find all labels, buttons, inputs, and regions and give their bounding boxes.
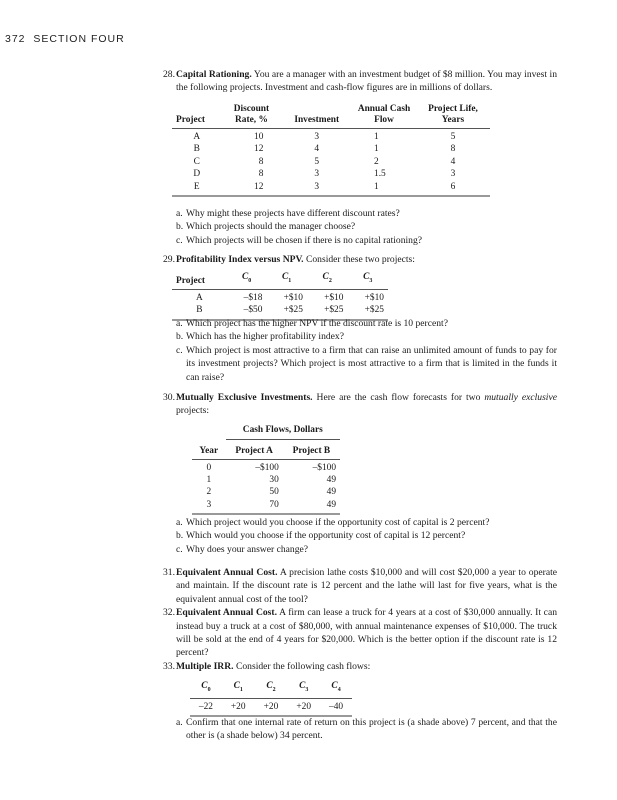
problem-28-parts [163, 207, 557, 247]
table-cell: A [193, 132, 201, 142]
table-cell: 8 [450, 144, 456, 155]
col-header [287, 681, 320, 698]
col-header: Project [172, 104, 221, 129]
table-cell: 49 [326, 474, 336, 485]
sub-question-text: Which project has the higher NPV if the discount rate is 10 percent? [186, 318, 448, 329]
problem-31-33 [163, 566, 557, 673]
period-subscript: 3 [369, 277, 373, 284]
sub-question-text: Which would you choose if the opportunity cost of capital is 12 percent? [186, 530, 466, 542]
sub-question-text: Which has the higher profitability index? [186, 331, 344, 343]
table-cell: D [193, 169, 201, 180]
col-header [190, 681, 222, 698]
col-header [222, 681, 255, 698]
table-cell: 8 [258, 169, 264, 180]
table-cell: C [193, 156, 200, 167]
sub-question-label: c. [176, 234, 183, 246]
sub-question [176, 516, 557, 529]
table-row [192, 459, 340, 474]
running-header [5, 33, 125, 46]
sub-question-label: a. [176, 517, 183, 528]
sub-question-label: b. [176, 221, 184, 233]
problem-29 [163, 253, 557, 266]
sub-question-label: a. [176, 208, 183, 219]
page-number: 372 [5, 33, 26, 45]
table-cell: 3 [314, 169, 320, 180]
problem-title: Capital Rationing. [176, 69, 252, 80]
table-cell: 1 [352, 181, 416, 196]
mutually-exclusive-table [192, 425, 340, 515]
period-subscript: 1 [288, 277, 292, 284]
table-cell: 1 [374, 132, 379, 142]
table-row [172, 129, 490, 144]
sub-question [176, 330, 557, 343]
sub-question [176, 317, 557, 330]
sub-question [176, 207, 557, 220]
table-cell: 1 [374, 144, 379, 155]
col-header [307, 272, 348, 289]
sub-question [176, 529, 557, 542]
period-subscript: 4 [337, 686, 341, 693]
period-subscript: 2 [272, 686, 276, 693]
problem-number: 30. [163, 392, 175, 403]
col-header [347, 272, 388, 289]
table-cell: 49 [283, 499, 340, 514]
period-subscript: 0 [248, 277, 252, 284]
problem-31 [163, 566, 557, 606]
sub-question [176, 344, 557, 384]
period-subscript: 0 [207, 686, 211, 693]
problem-number: 33. [163, 660, 175, 672]
col-header [320, 681, 352, 698]
problem-33-parts [163, 716, 557, 743]
table-cell: 30 [269, 474, 279, 485]
table-row [172, 143, 490, 155]
sub-question-label: b. [176, 331, 184, 343]
table-cell: 1 [206, 474, 212, 485]
col-header: Project [172, 272, 227, 289]
cash-flow-symbol: C [282, 272, 289, 282]
table-row [192, 474, 340, 486]
table-cell: +$10 [364, 292, 384, 303]
cash-flow-table [172, 272, 388, 321]
problem-title: Equivalent Annual Cost. [176, 607, 278, 619]
sub-question [176, 220, 557, 233]
table-cell: –$100 [255, 462, 279, 473]
sub-question-label: c. [176, 344, 183, 356]
cash-flow-symbol: C [331, 681, 338, 691]
group-header: Cash Flows, Dollars [226, 425, 340, 440]
sub-question-text: Which project is most attractive to a firm that can raise an unlimited amount of funds to pay for its investment projects? Which project is most attractive to a firm that is limited in the funds it can raise? [186, 344, 557, 383]
col-header [266, 272, 307, 289]
col-header: Discount Rate, % [221, 104, 281, 129]
table-cell: 5 [450, 132, 456, 142]
problem-text: Consider the following cash flows: [235, 660, 371, 672]
table-cell: +$25 [347, 304, 388, 319]
table-cell: 3 [314, 132, 320, 142]
problem-text: A precision lathe costs $10,000 and will cost $20,000 a year to operate and maintain. If the discount rate is 12 percent and the lathe will last for five years, what is the equivalent annual cost of the tool? [176, 567, 558, 605]
table-cell: B [193, 144, 200, 155]
table-cell: 50 [269, 487, 279, 498]
projects-table [172, 104, 490, 197]
sub-question [176, 234, 557, 247]
table-cell: 8 [258, 156, 264, 167]
problem-text: A firm can lease a truck for 4 years at a cost of $30,000 annually. It can instead buy a truck at a cost of $80,000, with annual maintenance expenses of $10,000. The truck will be sold at the end of 4 years for $20,000. Which is the better option if the discount rate is 12 percent? [176, 607, 557, 659]
table-cell: +$10 [283, 292, 303, 303]
emphasis-text: mutually exclusive [484, 392, 557, 403]
section-title: SECTION FOUR [33, 33, 125, 45]
problem-title: Equivalent Annual Cost. [176, 567, 278, 578]
problem-number: 29. [163, 254, 175, 265]
period-subscript: 1 [239, 686, 243, 693]
table-cell: –$100 [312, 462, 336, 473]
col-header [227, 272, 267, 289]
period-subscript: 2 [328, 277, 332, 284]
cash-flow-symbol: C [322, 272, 329, 282]
cash-flow-symbol: C [241, 272, 249, 282]
table-cell: +20 [287, 698, 320, 716]
sub-question [176, 716, 557, 743]
sub-question-text: Which projects will be chosen if there is no capital rationing? [186, 234, 423, 246]
problem-30-parts [163, 516, 557, 556]
col-header: Project Life, Years [416, 104, 490, 129]
table-cell: –40 [320, 698, 352, 716]
irr-cash-flow-table [190, 681, 352, 717]
problem-30 [163, 391, 557, 418]
col-header: Project A [226, 440, 283, 460]
col-header: Annual Cash Flow [352, 104, 416, 129]
table-cell: 6 [416, 181, 490, 196]
problem-number: 31. [163, 567, 175, 578]
problem-text: Consider these two projects: [305, 254, 415, 265]
table-cell: 1.5 [374, 169, 386, 180]
sub-question-label: b. [176, 530, 184, 542]
sub-question-label: a. [176, 318, 183, 329]
table-cell: 3 [450, 169, 456, 180]
problem-title: Profitability Index versus NPV. [176, 254, 304, 265]
table-cell: –$50 [227, 304, 267, 319]
table-cell: A [196, 292, 203, 303]
table-cell: 3 [281, 181, 352, 196]
sub-question-text: Why does your answer change? [186, 543, 309, 555]
col-header [255, 681, 288, 698]
period-subscript: 3 [305, 686, 309, 693]
table-cell: 4 [450, 156, 456, 167]
table-cell: E [172, 181, 221, 196]
sub-question-text: Why might these projects have different discount rates? [186, 208, 400, 219]
table-row [172, 181, 490, 196]
problem-text: Here are the cash flow forecasts for two [316, 392, 481, 403]
table-cell: 12 [221, 181, 281, 196]
table-cell: +$25 [307, 304, 348, 319]
table-cell: 4 [314, 144, 320, 155]
problem-number: 28. [163, 69, 175, 80]
problem-text: projects: [176, 405, 210, 417]
sub-question [176, 543, 557, 556]
table-cell: 2 [206, 487, 212, 498]
cash-flow-symbol: C [201, 681, 208, 691]
table-cell: +$10 [324, 292, 344, 303]
col-header: Investment [281, 104, 352, 129]
col-header: Year [192, 440, 226, 460]
table-cell: 0 [206, 462, 212, 473]
problem-32 [163, 606, 557, 660]
table-cell: +$25 [266, 304, 307, 319]
table-cell: B [172, 304, 227, 319]
table-cell: 5 [314, 156, 320, 167]
col-header: Project B [283, 440, 340, 460]
table-row [172, 156, 490, 168]
table-cell: 2 [374, 156, 379, 167]
table-cell: 70 [226, 499, 283, 514]
table-cell: –22 [190, 698, 222, 716]
table-cell: +20 [255, 698, 288, 716]
table-cell: +20 [222, 698, 255, 716]
table-cell: 10 [254, 132, 264, 142]
problem-29-parts [163, 317, 557, 384]
problem-title: Multiple IRR. [176, 660, 234, 672]
table-cell: 49 [326, 487, 336, 498]
problem-33 [163, 660, 557, 673]
cash-flow-symbol: C [299, 681, 306, 691]
sub-question-label: a. [176, 717, 183, 728]
table-row [172, 289, 388, 304]
table-row [192, 499, 340, 514]
cash-flow-symbol: C [363, 272, 370, 282]
sub-question-text: Which project would you choose if the opportunity cost of capital is 2 percent? [186, 517, 490, 528]
table-cell: –$18 [243, 292, 263, 303]
sub-question-label: c. [176, 543, 183, 555]
table-cell: 12 [254, 144, 264, 155]
sub-question-text: Confirm that one internal rate of return on this project is (a shade above) 7 percent, and that the other is (a shade below) 34 percent. [186, 717, 557, 742]
problem-text: You are a manager with an investment budget of $8 million. You may invest in the following projects. Investment and cash-flow figures are in millions of dollars. [176, 69, 557, 94]
cash-flow-symbol: C [233, 681, 240, 691]
table-cell: 3 [192, 499, 226, 514]
problem-28 [163, 68, 557, 95]
sub-question-text: Which projects should the manager choose? [186, 221, 356, 233]
problem-title: Mutually Exclusive Investments. [176, 392, 313, 403]
cash-flow-symbol: C [266, 681, 273, 691]
table-row [172, 168, 490, 180]
table-row [192, 486, 340, 498]
problem-number: 32. [163, 607, 175, 619]
